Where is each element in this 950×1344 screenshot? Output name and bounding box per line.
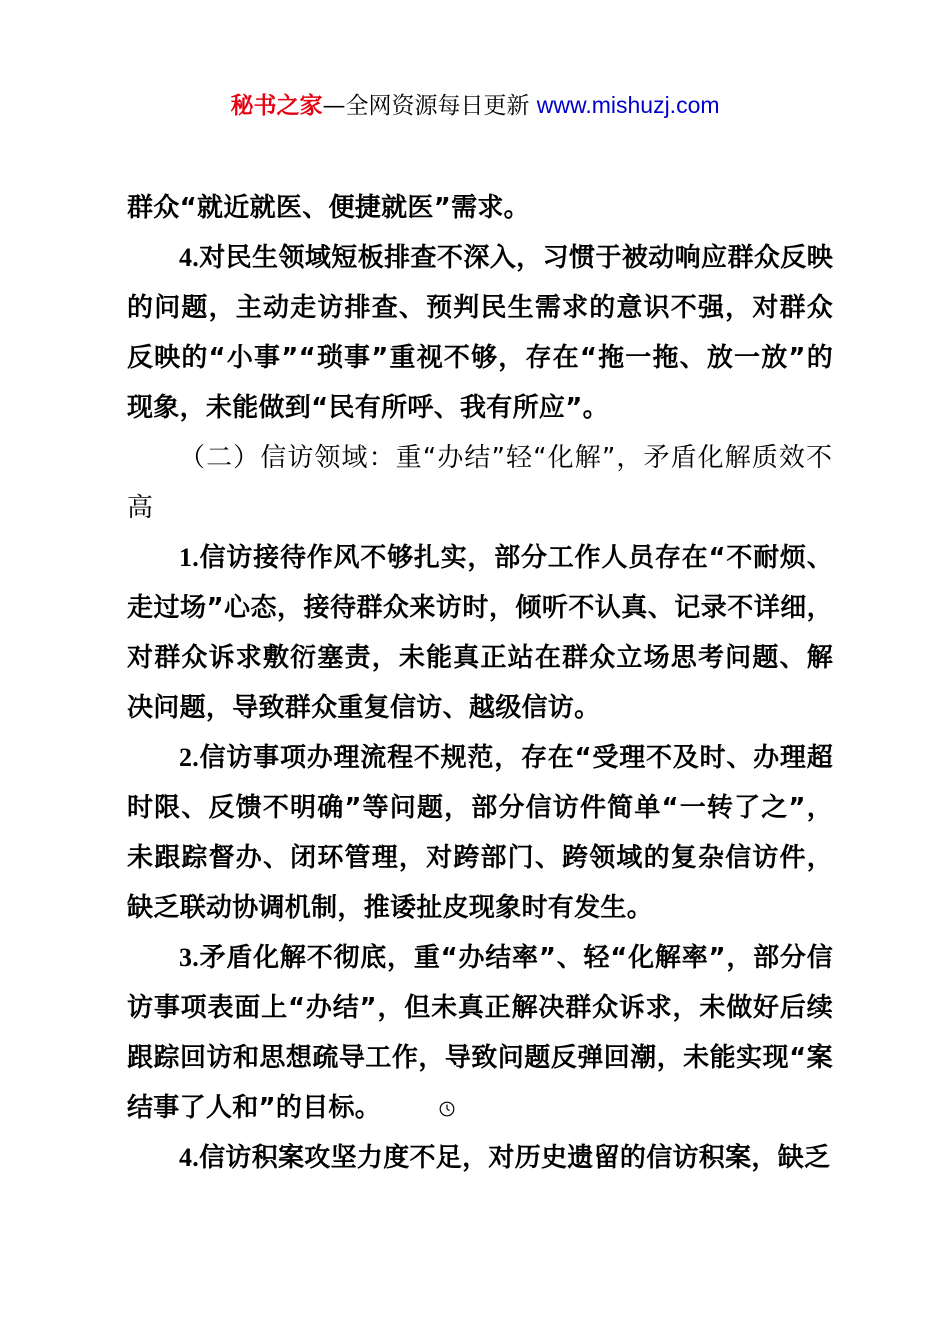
paragraph-text: 对民生领域短板排查不深入，习惯于被动响应群众反映的问题，主动走访排查、预判民生需求的意识不强，对群众反映的“小事”“琐事”重视不够，存在“拖一拖、放一放”的现象，未能做到“民有所呼、我有所应”。 <box>127 243 833 423</box>
paragraph-item-2 <box>127 733 833 933</box>
paragraph-item-4 <box>127 233 833 433</box>
header-tagline: —全网资源每日更新 <box>322 93 537 119</box>
page-header <box>0 88 950 123</box>
item-number: 3. <box>179 943 200 972</box>
item-number: 2. <box>179 743 200 772</box>
paragraph-item-3 <box>127 933 833 1133</box>
clock-icon <box>387 1084 403 1100</box>
paragraph-item-4b <box>127 1133 833 1183</box>
paragraph-text: 信访事项办理流程不规范，存在“受理不及时、办理超时限、反馈不明确”等问题，部分信访件简单“一转了之”，未跟踪督办、闭环管理，对跨部门、跨领域的复杂信访件，缺乏联动协调机制，推诿扯皮现象时有发生。 <box>127 743 833 923</box>
item-number: 4. <box>179 1143 200 1172</box>
paragraph-text: 群众“就近就医、便捷就医”需求。 <box>127 193 530 223</box>
document-body <box>127 183 833 1183</box>
section-subheading <box>127 433 833 533</box>
item-number: 4. <box>179 243 200 272</box>
paragraph-text: 信访积案攻坚力度不足，对历史遗留的信访积案，缺乏 <box>199 1143 831 1173</box>
paragraph-item-1 <box>127 533 833 733</box>
paragraph-continuation <box>127 183 833 233</box>
paragraph-text: 矛盾化解不彻底，重“办结率”、轻“化解率”，部分信访事项表面上“办结”，但未真正解决群众诉求，未做好后续跟踪回访和思想疏导工作，导致问题反弹回潮，未能实现“案结事了人和”的目标。 <box>127 943 833 1123</box>
item-number: 1. <box>179 543 200 572</box>
brand-name: 秘书之家 <box>230 93 323 119</box>
subheading-text: （二）信访领域：重“办结”轻“化解”，矛盾化解质效不高 <box>127 443 833 523</box>
site-url-link[interactable]: www.mishuzj.com <box>536 92 720 118</box>
paragraph-text: 信访接待作风不够扎实，部分工作人员存在“不耐烦、走过场”心态，接待群众来访时，倾听不认真、记录不详细，对群众诉求敷衍塞责，未能真正站在群众立场思考问题、解决问题，导致群众重复信访、越级信访。 <box>127 543 833 723</box>
